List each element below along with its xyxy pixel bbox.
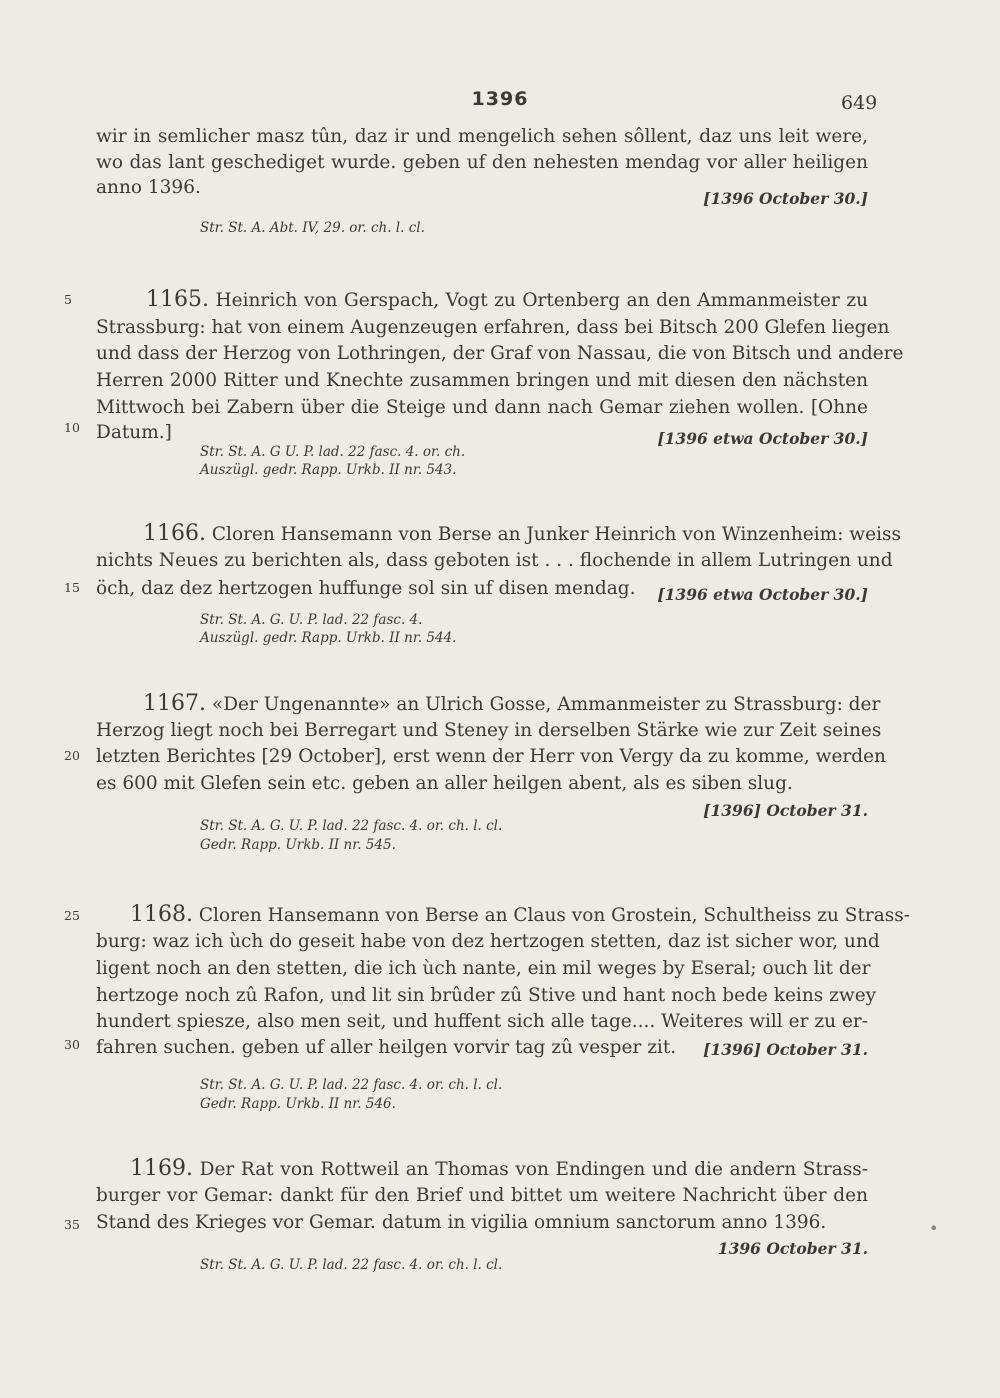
text-line: letzten Berichtes [29 October], erst wenn der Herr von Vergy da zu komme, werden <box>96 746 886 767</box>
text-line <box>96 287 868 314</box>
text-line <box>96 1156 868 1183</box>
running-header-year: 1396 <box>471 88 529 110</box>
entry-number: 1165. <box>146 287 209 312</box>
source-citation: Str. St. A. G. U. P. lad. 22 fasc. 4. or. ch. l. cl. <box>200 818 503 834</box>
entry-text: Cloren Hansemann von Berse an Claus von Grostein, Schultheiss zu Strass- <box>198 905 911 926</box>
entry-number: 1167. <box>143 691 206 716</box>
scan-speck: • <box>929 1219 939 1238</box>
margin-line-number: 35 <box>64 1217 80 1232</box>
text-line: burger vor Gemar: dankt für den Brief und bittet um weitere Nachricht über den <box>96 1185 868 1206</box>
entry-text: Heinrich von Gerspach, Vogt zu Ortenberg an den Ammanmeister zu <box>215 290 868 311</box>
text-line: Mittwoch bei Zabern über die Steige und dann nach Gemar ziehen wollen. [Ohne <box>96 397 868 418</box>
text-line: Stand des Krieges vor Gemar. datum in vigilia omnium sanctorum anno 1396. <box>96 1212 827 1233</box>
source-citation: Gedr. Rapp. Urkb. II nr. 546. <box>200 1096 396 1112</box>
source-citation: Str. St. A. G. U. P. lad. 22 fasc. 4. or. ch. l. cl. <box>200 1077 503 1093</box>
source-citation: Str. St. A. G. U. P. lad. 22 fasc. 4. or. ch. l. cl. <box>200 1257 503 1273</box>
source-citation: Str. St. A. Abt. IV, 29. or. ch. l. cl. <box>200 220 425 236</box>
entry-number: 1166. <box>143 521 206 546</box>
entry-number: 1168. <box>130 902 193 927</box>
source-citation: Gedr. Rapp. Urkb. II nr. 545. <box>200 837 396 853</box>
text-line <box>96 576 868 608</box>
entry-text: öch, daz dez hertzogen huffunge sol sin uf disen mendag. <box>96 578 636 599</box>
text-line: hertzoge noch zû Rafon, und lit sin brûder zû Stive und hant noch bede keins zwey <box>96 985 877 1006</box>
text-line <box>96 521 901 548</box>
page-number: 649 <box>841 92 878 114</box>
text-line: Herzog liegt noch bei Berregart und Steney in derselben Stärke wie zur Zeit seines <box>96 720 882 741</box>
source-citation: Auszügl. gedr. Rapp. Urkb. II nr. 544. <box>200 630 457 646</box>
text-line <box>96 1035 868 1063</box>
text-line: nichts Neues zu berichten als, dass geboten ist . . . flochende in allem Lutringen und <box>96 550 893 571</box>
text-line: burg: waz ich ùch do geseit habe von dez hertzogen stetten, daz ist sicher wor, und <box>96 931 880 952</box>
entry-text: Der Rat von Rottweil an Thomas von Endingen und die andern Strass- <box>199 1159 869 1180</box>
margin-line-number: 15 <box>64 580 80 595</box>
margin-line-number: 10 <box>64 420 80 435</box>
text-line: hundert spiesze, also men seit, und huffent sich alle tage.... Weiteres will er zu er- <box>96 1011 868 1032</box>
date-line <box>96 186 868 212</box>
text-line <box>96 902 911 929</box>
entry-date: [1396 etwa October 30.] <box>657 585 868 604</box>
entry-date: [1396] October 31. <box>703 1040 868 1059</box>
text-line: Strassburg: hat von einem Augenzeugen erfahren, dass bei Bitsch 200 Glefen liegen <box>96 317 890 338</box>
entry-date: [1396 etwa October 30.] <box>657 429 868 448</box>
source-citation: Str. St. A. G U. P. lad. 22 fasc. 4. or. ch. <box>200 444 466 460</box>
text-line: anno 1396. <box>96 177 201 198</box>
entry-number: 1169. <box>130 1156 193 1181</box>
entry-text: Cloren Hansemann von Berse an Junker Heinrich von Winzenheim: weiss <box>211 524 901 545</box>
text-line: wo das lant geschediget wurde. geben uf den nehesten mendag vor aller heiligen <box>96 152 868 173</box>
text-line: und dass der Herzog von Lothringen, der Graf von Nassau, die von Bitsch und andere <box>96 343 904 364</box>
margin-line-number: 30 <box>64 1037 80 1052</box>
text-line: es 600 mit Glefen sein etc. geben an aller heilgen abent, als es siben slug. <box>96 773 793 794</box>
entry-text: «Der Ungenannte» an Ulrich Gosse, Ammanmeister zu Strassburg: der <box>211 694 881 715</box>
text-line <box>96 691 881 718</box>
text-line: wir in semlicher masz tûn, daz ir und mengelich sehen sôllent, daz uns leit were, <box>96 126 868 147</box>
entry-date: [1396 October 30.] <box>703 189 868 208</box>
text-line: Herren 2000 Ritter und Knechte zusammen bringen und mit diesen den nächsten <box>96 370 868 391</box>
margin-line-number: 5 <box>64 292 72 307</box>
entry-text: fahren suchen. geben uf aller heilgen vorvir tag zû vesper zit. <box>96 1037 677 1058</box>
margin-line-number: 20 <box>64 748 80 763</box>
margin-line-number: 25 <box>64 908 80 923</box>
entry-date: 1396 October 31. <box>717 1239 868 1258</box>
entry-date: [1396] October 31. <box>703 801 868 820</box>
text-line: ligent noch an den stetten, die ich ùch nante, ein mil weges by Eseral; ouch lit der <box>96 958 871 979</box>
source-citation: Auszügl. gedr. Rapp. Urkb. II nr. 543. <box>200 462 457 478</box>
source-citation: Str. St. A. G. U. P. lad. 22 fasc. 4. <box>200 612 423 628</box>
text-line: Datum.] <box>96 422 172 443</box>
